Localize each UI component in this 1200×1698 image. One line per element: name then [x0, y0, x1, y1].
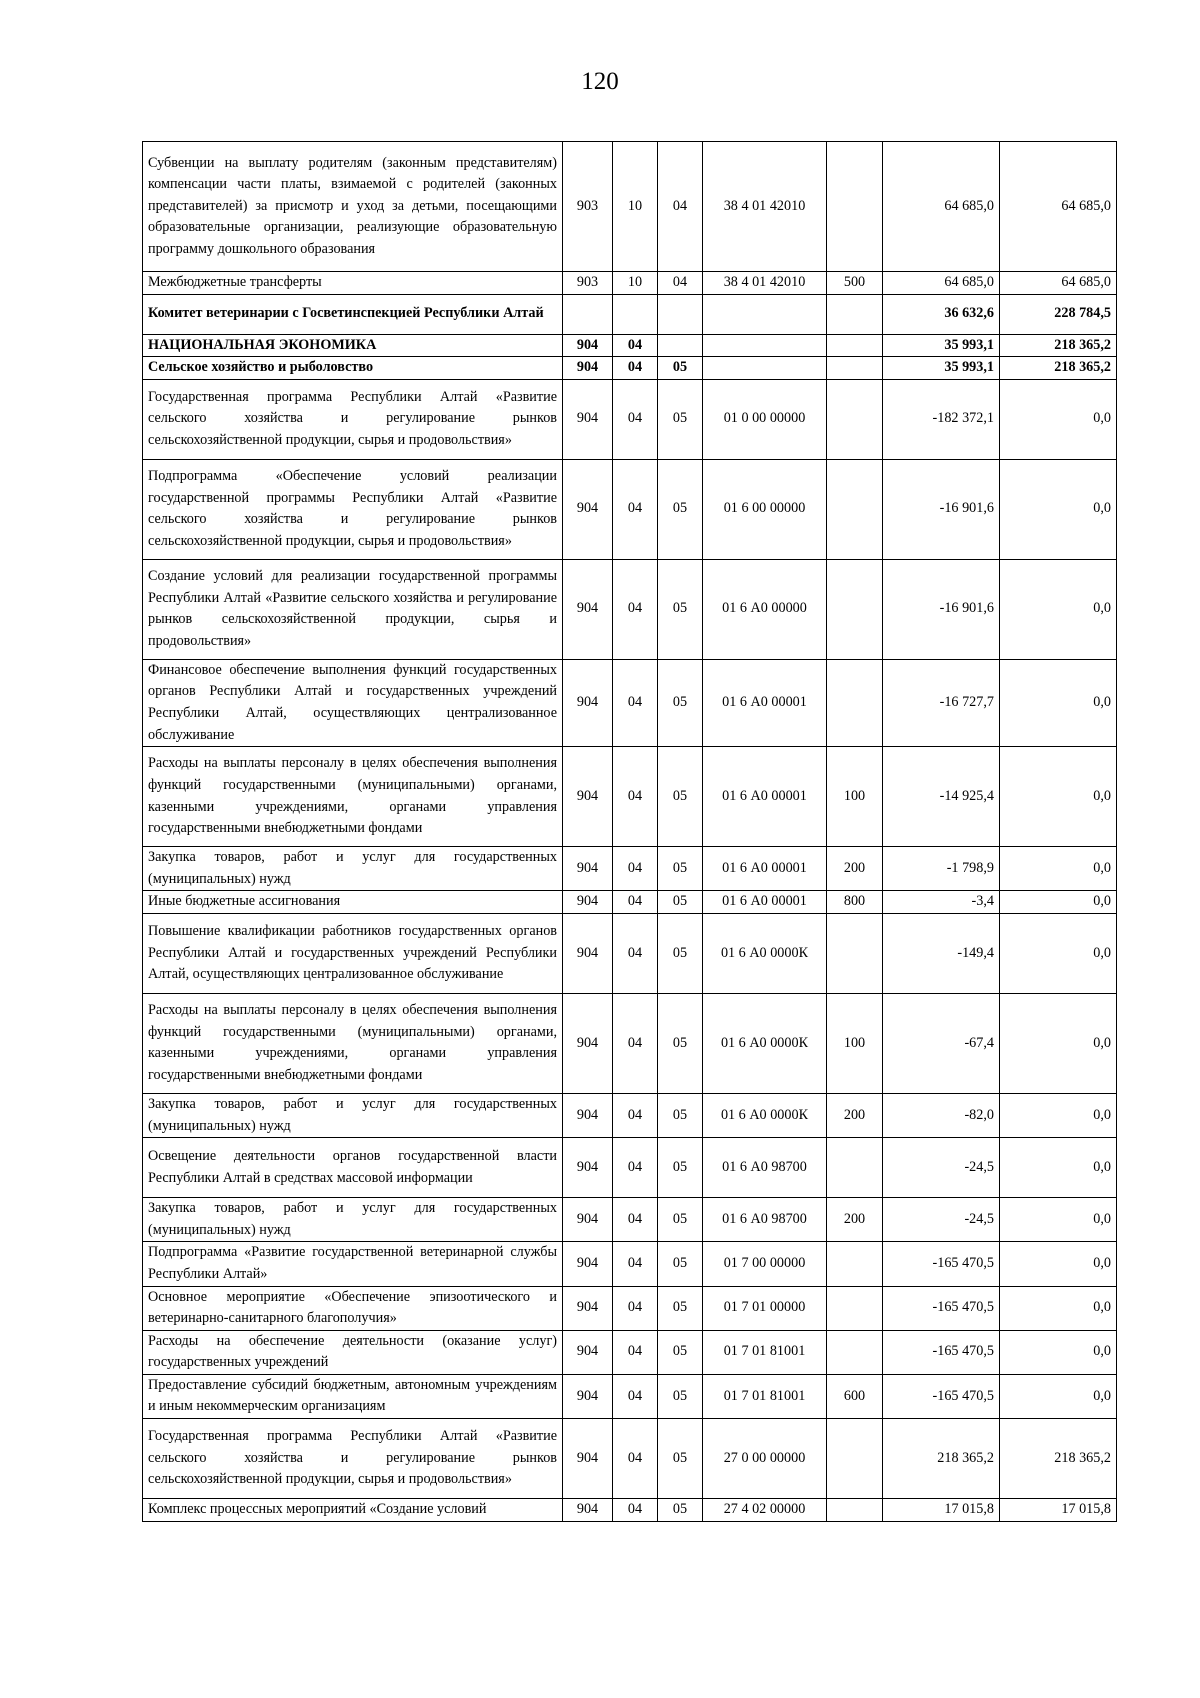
row-amount-1: -16 901,6: [883, 559, 1000, 659]
row-expense-type-code: 600: [827, 1374, 883, 1418]
row-subsection-code: 05: [658, 459, 703, 559]
row-grbs-code: 904: [563, 334, 613, 357]
row-amount-2: 0,0: [1000, 847, 1117, 891]
row-section-code: 04: [613, 1419, 658, 1499]
row-subsection-code: 05: [658, 1330, 703, 1374]
row-subsection-code: 05: [658, 559, 703, 659]
row-section-code: 04: [613, 1198, 658, 1242]
row-expense-type-code: [827, 357, 883, 380]
row-grbs-code: 904: [563, 1242, 613, 1286]
row-name: Закупка товаров, работ и услуг для государственных (муниципальных) нужд: [143, 847, 563, 891]
table-row: [143, 1198, 1117, 1242]
row-subsection-code: 05: [658, 747, 703, 847]
row-amount-2: 0,0: [1000, 459, 1117, 559]
row-amount-1: -182 372,1: [883, 379, 1000, 459]
row-name: Повышение квалификации работников государственных органов Республики Алтай и государственных учреждений Республики Алтай, осуществляющих централизованное обслуживание: [143, 913, 563, 993]
row-name: Сельское хозяйство и рыболовство: [143, 357, 563, 380]
row-amount-2: 218 365,2: [1000, 1419, 1117, 1499]
row-amount-1: -149,4: [883, 913, 1000, 993]
row-amount-2: 0,0: [1000, 913, 1117, 993]
row-expense-type-code: 200: [827, 847, 883, 891]
row-section-code: 04: [613, 1286, 658, 1330]
row-expense-type-code: [827, 1242, 883, 1286]
row-amount-1: -82,0: [883, 1093, 1000, 1137]
row-target-article-code: 01 6 А0 0000К: [703, 1093, 827, 1137]
row-grbs-code: 904: [563, 1419, 613, 1499]
row-target-article-code: 01 6 А0 0000К: [703, 913, 827, 993]
row-section-code: 04: [613, 847, 658, 891]
row-target-article-code: 01 6 А0 00001: [703, 659, 827, 746]
row-target-article-code: 01 6 00 00000: [703, 459, 827, 559]
row-amount-1: -16 901,6: [883, 459, 1000, 559]
row-target-article-code: 01 7 01 81001: [703, 1330, 827, 1374]
row-amount-2: 228 784,5: [1000, 294, 1117, 334]
row-grbs-code: 904: [563, 1499, 613, 1522]
row-subsection-code: 05: [658, 1286, 703, 1330]
table-row: [143, 142, 1117, 272]
row-section-code: 04: [613, 379, 658, 459]
row-section-code: 04: [613, 559, 658, 659]
row-amount-1: 35 993,1: [883, 334, 1000, 357]
row-section-code: 04: [613, 1242, 658, 1286]
row-amount-2: 17 015,8: [1000, 1499, 1117, 1522]
row-name: Расходы на выплаты персоналу в целях обеспечения выполнения функций государственными (муниципальными) органами, казенными учреждениями, органами управления государственными внебюджетными фондами: [143, 747, 563, 847]
row-name: Государственная программа Республики Алтай «Развитие сельского хозяйства и регулирование рынков сельскохозяйственной продукции, сырья и продовольствия»: [143, 379, 563, 459]
row-subsection-code: 05: [658, 357, 703, 380]
table-row: [143, 1286, 1117, 1330]
row-section-code: 04: [613, 357, 658, 380]
row-target-article-code: [703, 334, 827, 357]
row-amount-1: -14 925,4: [883, 747, 1000, 847]
table-row: [143, 913, 1117, 993]
row-expense-type-code: [827, 913, 883, 993]
row-name: Комплекс процессных мероприятий «Создание условий: [143, 1499, 563, 1522]
row-grbs-code: 904: [563, 559, 613, 659]
row-grbs-code: 904: [563, 659, 613, 746]
row-amount-2: 64 685,0: [1000, 142, 1117, 272]
row-section-code: [613, 294, 658, 334]
row-grbs-code: 904: [563, 379, 613, 459]
table-body: [143, 142, 1117, 1522]
row-amount-2: 0,0: [1000, 1330, 1117, 1374]
row-section-code: 04: [613, 891, 658, 914]
row-name: Создание условий для реализации государственной программы Республики Алтай «Развитие сельского хозяйства и регулирование рынков сельскохозяйственной продукции, сырья и продовольствия»: [143, 559, 563, 659]
row-expense-type-code: [827, 294, 883, 334]
row-amount-1: 35 993,1: [883, 357, 1000, 380]
table-row: [143, 357, 1117, 380]
row-grbs-code: 904: [563, 357, 613, 380]
row-section-code: 04: [613, 1138, 658, 1198]
table-row: [143, 334, 1117, 357]
row-subsection-code: 05: [658, 847, 703, 891]
row-section-code: 04: [613, 1330, 658, 1374]
row-target-article-code: 01 6 А0 98700: [703, 1138, 827, 1198]
table-row: [143, 272, 1117, 295]
row-target-article-code: 38 4 01 42010: [703, 272, 827, 295]
table-row: [143, 993, 1117, 1093]
row-amount-1: -165 470,5: [883, 1286, 1000, 1330]
row-expense-type-code: [827, 334, 883, 357]
row-grbs-code: 904: [563, 847, 613, 891]
table-row: [143, 847, 1117, 891]
row-name: Основное мероприятие «Обеспечение эпизоотического и ветеринарно-санитарного благополучия»: [143, 1286, 563, 1330]
row-section-code: 04: [613, 993, 658, 1093]
row-grbs-code: 904: [563, 1286, 613, 1330]
row-target-article-code: 01 6 А0 00001: [703, 747, 827, 847]
row-amount-2: 0,0: [1000, 993, 1117, 1093]
row-expense-type-code: [827, 379, 883, 459]
row-expense-type-code: 200: [827, 1093, 883, 1137]
row-subsection-code: [658, 334, 703, 357]
row-subsection-code: 05: [658, 1499, 703, 1522]
row-target-article-code: 01 0 00 00000: [703, 379, 827, 459]
row-amount-1: -165 470,5: [883, 1374, 1000, 1418]
row-name: НАЦИОНАЛЬНАЯ ЭКОНОМИКА: [143, 334, 563, 357]
row-section-code: 04: [613, 459, 658, 559]
row-expense-type-code: [827, 459, 883, 559]
row-section-code: 10: [613, 272, 658, 295]
row-expense-type-code: [827, 1286, 883, 1330]
row-amount-2: 0,0: [1000, 1138, 1117, 1198]
table-row: [143, 891, 1117, 914]
row-name: Закупка товаров, работ и услуг для государственных (муниципальных) нужд: [143, 1198, 563, 1242]
row-name: Финансовое обеспечение выполнения функций государственных органов Республики Алтай и государственных учреждений Республики Алтай, осуществляющих централизованное обслуживание: [143, 659, 563, 746]
row-expense-type-code: [827, 1138, 883, 1198]
row-amount-1: 64 685,0: [883, 272, 1000, 295]
table-row: [143, 1242, 1117, 1286]
budget-table: [142, 141, 1117, 1522]
row-subsection-code: 05: [658, 1419, 703, 1499]
row-amount-1: -165 470,5: [883, 1330, 1000, 1374]
row-target-article-code: [703, 357, 827, 380]
row-amount-1: -67,4: [883, 993, 1000, 1093]
table-row: [143, 459, 1117, 559]
row-name: Освещение деятельности органов государственной власти Республики Алтай в средствах массовой информации: [143, 1138, 563, 1198]
row-subsection-code: 05: [658, 1138, 703, 1198]
row-amount-1: -1 798,9: [883, 847, 1000, 891]
row-expense-type-code: 100: [827, 993, 883, 1093]
row-target-article-code: 01 6 А0 00001: [703, 891, 827, 914]
row-subsection-code: 04: [658, 142, 703, 272]
row-amount-2: 64 685,0: [1000, 272, 1117, 295]
table-row: [143, 747, 1117, 847]
row-name: Расходы на выплаты персоналу в целях обеспечения выполнения функций государственными (муниципальными) органами, казенными учреждениями, органами управления государственными внебюджетными фондами: [143, 993, 563, 1093]
page-number: 120: [581, 68, 619, 95]
row-amount-2: 0,0: [1000, 379, 1117, 459]
row-name: Подпрограмма «Развитие государственной ветеринарной службы Республики Алтай»: [143, 1242, 563, 1286]
row-expense-type-code: [827, 659, 883, 746]
row-grbs-code: 904: [563, 747, 613, 847]
row-amount-2: 0,0: [1000, 559, 1117, 659]
row-amount-2: 0,0: [1000, 1374, 1117, 1418]
row-grbs-code: 904: [563, 913, 613, 993]
table-row: [143, 1374, 1117, 1418]
row-subsection-code: 05: [658, 1242, 703, 1286]
row-grbs-code: 904: [563, 1198, 613, 1242]
row-grbs-code: 904: [563, 459, 613, 559]
row-amount-1: -16 727,7: [883, 659, 1000, 746]
row-subsection-code: 05: [658, 1198, 703, 1242]
row-name: Иные бюджетные ассигнования: [143, 891, 563, 914]
table-row: [143, 294, 1117, 334]
row-target-article-code: 01 6 А0 00001: [703, 847, 827, 891]
row-expense-type-code: 800: [827, 891, 883, 914]
row-section-code: 04: [613, 747, 658, 847]
row-expense-type-code: [827, 559, 883, 659]
row-grbs-code: 904: [563, 891, 613, 914]
row-amount-2: 218 365,2: [1000, 357, 1117, 380]
row-target-article-code: 01 7 00 00000: [703, 1242, 827, 1286]
row-name: Комитет ветеринарии с Госветинспекцией Республики Алтай: [143, 294, 563, 334]
row-name: Закупка товаров, работ и услуг для государственных (муниципальных) нужд: [143, 1093, 563, 1137]
row-subsection-code: 05: [658, 891, 703, 914]
row-amount-1: -165 470,5: [883, 1242, 1000, 1286]
row-name: Предоставление субсидий бюджетным, автономным учреждениям и иным некоммерческим организациям: [143, 1374, 563, 1418]
row-amount-1: -3,4: [883, 891, 1000, 914]
row-amount-2: 0,0: [1000, 659, 1117, 746]
row-section-code: 04: [613, 659, 658, 746]
row-grbs-code: 904: [563, 1330, 613, 1374]
row-target-article-code: 27 4 02 00000: [703, 1499, 827, 1522]
row-amount-1: 218 365,2: [883, 1419, 1000, 1499]
row-grbs-code: 904: [563, 1093, 613, 1137]
row-amount-1: -24,5: [883, 1198, 1000, 1242]
row-target-article-code: [703, 294, 827, 334]
table-row: [143, 559, 1117, 659]
row-subsection-code: 05: [658, 379, 703, 459]
row-grbs-code: 904: [563, 1138, 613, 1198]
row-subsection-code: 05: [658, 913, 703, 993]
row-target-article-code: 01 6 А0 98700: [703, 1198, 827, 1242]
row-expense-type-code: 500: [827, 272, 883, 295]
row-amount-2: 0,0: [1000, 747, 1117, 847]
row-name: Расходы на обеспечение деятельности (оказание услуг) государственных учреждений: [143, 1330, 563, 1374]
table-row: [143, 1093, 1117, 1137]
table-row: [143, 379, 1117, 459]
row-section-code: 04: [613, 1374, 658, 1418]
row-section-code: 04: [613, 1093, 658, 1137]
row-subsection-code: 05: [658, 659, 703, 746]
row-amount-2: 0,0: [1000, 1093, 1117, 1137]
row-target-article-code: 38 4 01 42010: [703, 142, 827, 272]
row-amount-2: 218 365,2: [1000, 334, 1117, 357]
row-section-code: 04: [613, 913, 658, 993]
row-grbs-code: 904: [563, 1374, 613, 1418]
row-subsection-code: 05: [658, 1374, 703, 1418]
row-section-code: 04: [613, 334, 658, 357]
table-row: [143, 659, 1117, 746]
row-subsection-code: [658, 294, 703, 334]
row-target-article-code: 01 7 01 00000: [703, 1286, 827, 1330]
row-expense-type-code: [827, 1330, 883, 1374]
row-expense-type-code: 100: [827, 747, 883, 847]
row-grbs-code: 903: [563, 142, 613, 272]
row-amount-2: 0,0: [1000, 891, 1117, 914]
table-row: [143, 1499, 1117, 1522]
row-amount-1: 64 685,0: [883, 142, 1000, 272]
row-grbs-code: 903: [563, 272, 613, 295]
table-row: [143, 1330, 1117, 1374]
row-grbs-code: [563, 294, 613, 334]
row-target-article-code: 27 0 00 00000: [703, 1419, 827, 1499]
row-section-code: 04: [613, 1499, 658, 1522]
row-amount-1: 17 015,8: [883, 1499, 1000, 1522]
row-name: Межбюджетные трансферты: [143, 272, 563, 295]
row-amount-1: -24,5: [883, 1138, 1000, 1198]
row-expense-type-code: 200: [827, 1198, 883, 1242]
row-grbs-code: 904: [563, 993, 613, 1093]
row-target-article-code: 01 6 А0 0000К: [703, 993, 827, 1093]
row-amount-2: 0,0: [1000, 1242, 1117, 1286]
row-name: Подпрограмма «Обеспечение условий реализации государственной программы Республики Алтай «Развитие сельского хозяйства и регулирование рынков сельскохозяйственной продукции, сырья и продовольствия»: [143, 459, 563, 559]
table-row: [143, 1138, 1117, 1198]
row-amount-1: 36 632,6: [883, 294, 1000, 334]
row-name: Государственная программа Республики Алтай «Развитие сельского хозяйства и регулирование рынков сельскохозяйственной продукции, сырья и продовольствия»: [143, 1419, 563, 1499]
row-subsection-code: 05: [658, 993, 703, 1093]
row-section-code: 10: [613, 142, 658, 272]
row-target-article-code: 01 7 01 81001: [703, 1374, 827, 1418]
row-amount-2: 0,0: [1000, 1286, 1117, 1330]
row-subsection-code: 04: [658, 272, 703, 295]
row-name: Субвенции на выплату родителям (законным представителям) компенсации части платы, взимаемой с родителей (законных представителей) за присмотр и уход за детьми, посещающими образовательные организации, реализующие образовательную программу дошкольного образования: [143, 142, 563, 272]
row-expense-type-code: [827, 142, 883, 272]
table-row: [143, 1419, 1117, 1499]
row-subsection-code: 05: [658, 1093, 703, 1137]
row-target-article-code: 01 6 А0 00000: [703, 559, 827, 659]
row-amount-2: 0,0: [1000, 1198, 1117, 1242]
row-expense-type-code: [827, 1419, 883, 1499]
row-expense-type-code: [827, 1499, 883, 1522]
